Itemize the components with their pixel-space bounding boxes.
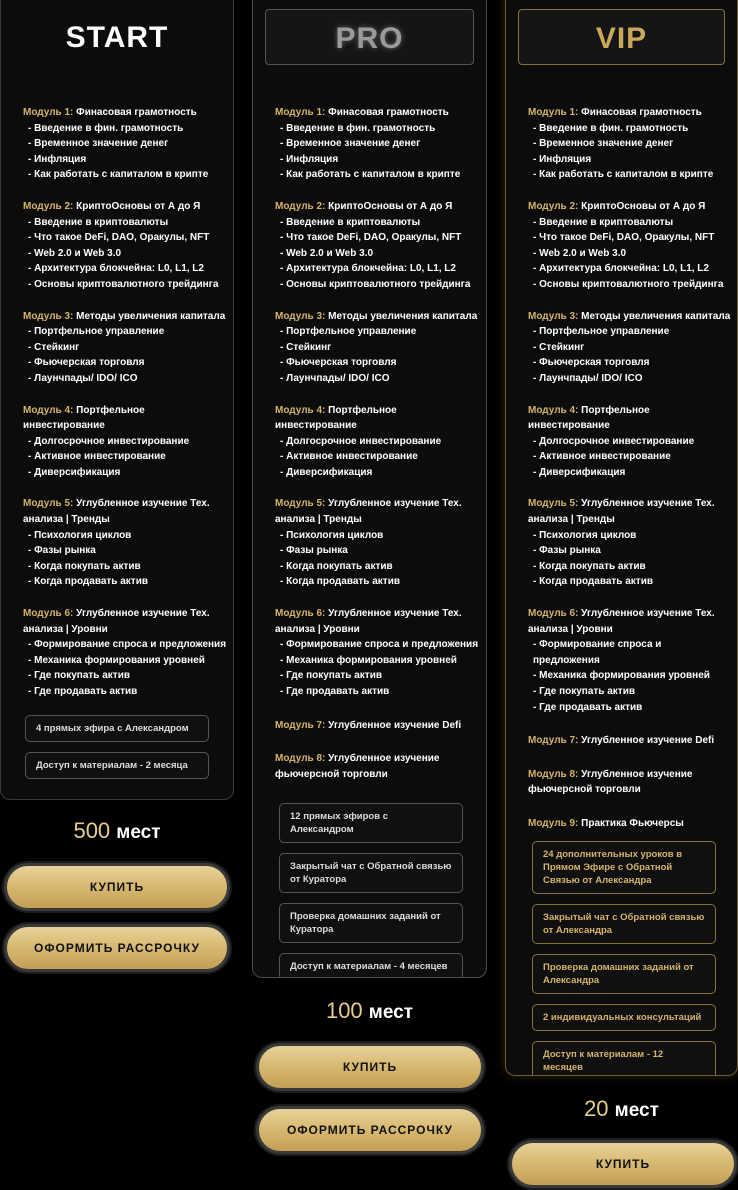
module-topic: - Что такое DeFi, DAO, Оракулы, NFT [28, 232, 210, 244]
feature-list [532, 841, 716, 1076]
module-block [275, 496, 480, 590]
module-topic: - Введение в криптовалюты [280, 216, 421, 228]
module-topic: - Введение в криптовалюты [28, 216, 169, 228]
module-title: КриптоОсновы от А до Я [578, 200, 706, 212]
module-title: Практика Фьючерсы [578, 817, 684, 829]
module-heading [23, 403, 227, 434]
seats-number: 500 [73, 818, 111, 843]
module-topic: - Архитектура блокчейна: L0, L1, L2 [533, 263, 709, 275]
module-heading [528, 733, 731, 749]
module-block [23, 606, 227, 700]
module-topic: - Когда продавать актив [280, 576, 400, 588]
module-title: Методы увеличения капитала [578, 310, 731, 322]
module-topic: - Долгосрочное инвестирование [280, 435, 442, 447]
module-heading [275, 403, 480, 434]
seats-count [252, 998, 487, 1024]
module-heading [275, 105, 480, 121]
module-heading [275, 199, 480, 215]
module-block [528, 199, 731, 293]
buy-button[interactable]: КУПИТЬ [509, 1140, 737, 1188]
module-title: Методы увеличения капитала [73, 310, 226, 322]
plan-card-pro [252, 0, 487, 978]
module-topic: - Диверсификация [533, 466, 626, 478]
module-topic: - Фазы рынка [533, 545, 601, 557]
module-heading [275, 496, 480, 527]
module-topic: - Введение в фин. грамотность [533, 122, 689, 134]
module-topic: - Когда покупать актив [533, 560, 646, 572]
module-heading [23, 496, 227, 527]
feature-box: Закрытый чат с Обратной связью от Куратора [279, 853, 463, 893]
module-title: Методы увеличения капитала [325, 310, 478, 322]
module-topic: - Долгосрочное инвестирование [28, 435, 190, 447]
module-number: Модуль 2: [23, 200, 74, 212]
module-list [528, 105, 731, 832]
module-topic: - Инфляция [28, 153, 87, 165]
seats-count [0, 818, 234, 844]
module-number: Модуль 6: [275, 608, 326, 620]
module-topic: - Психология циклов [280, 529, 384, 541]
module-number: Модуль 8: [528, 768, 579, 780]
plan-card-vip [505, 0, 738, 1076]
module-block [23, 199, 227, 293]
module-heading [23, 309, 227, 325]
module-number: Модуль 3: [275, 310, 326, 322]
module-topic: - Временное значение денег [28, 138, 169, 150]
module-topic: - Когда продавать актив [533, 576, 653, 588]
module-number: Модуль 7: [275, 719, 326, 731]
module-heading [528, 606, 731, 637]
feature-box: Доступ к материалам - 2 месяца [25, 752, 209, 779]
feature-box: Закрытый чат с Обратной связью от Александра [532, 904, 716, 944]
module-heading [23, 105, 227, 121]
module-topic: - Основы криптовалютного трейдинга [28, 278, 219, 290]
module-topic: - Где покупать актив [28, 670, 130, 682]
module-topic: - Механика формирования уровней [28, 654, 205, 666]
feature-box: 4 прямых эфира с Александром [25, 715, 209, 742]
module-topic: - Фьючерская торговля [533, 357, 650, 369]
module-number: Модуль 5: [23, 498, 74, 510]
module-topic: - Основы криптовалютного трейдинга [280, 278, 471, 290]
module-heading [528, 496, 731, 527]
module-block [275, 309, 480, 387]
installment-button[interactable]: ОФОРМИТЬ РАССРОЧКУ [256, 1106, 484, 1154]
feature-box: 24 дополнительных уроков в Прямом Эфире с Обратной Связью от Александра [532, 841, 716, 894]
module-number: Модуль 1: [528, 107, 579, 118]
seats-word: мест [614, 1100, 659, 1121]
feature-box: Доступ к материалам - 12 месяцев [532, 1041, 716, 1076]
module-topic: - Где продавать актив [533, 701, 643, 713]
plan-card-start [0, 0, 234, 800]
module-block [23, 403, 227, 481]
seats-word: мест [368, 1002, 414, 1023]
module-topic: - Стейкинг [28, 341, 80, 353]
module-topic: - Лаунчпады/ IDO/ ICO [533, 372, 643, 384]
module-title: Углубленное изучение Defi [578, 735, 715, 747]
module-topic: - Механика формирования уровней [280, 654, 457, 666]
module-topic: - Активное инвестирование [280, 451, 418, 463]
module-number: Модуль 8: [275, 753, 326, 765]
module-block [528, 309, 731, 387]
module-title: Портфельное инвестирование [23, 404, 145, 432]
module-topic: - Где покупать актив [533, 686, 635, 697]
feature-list [279, 803, 463, 978]
module-block [275, 105, 480, 183]
module-title: Портфельное инвестирование [275, 404, 397, 432]
plan-title: START [65, 21, 169, 54]
module-topic: - Фазы рынка [280, 545, 348, 557]
module-topic: - Когда покупать актив [28, 560, 141, 572]
module-block [275, 718, 480, 734]
module-topic: - Web 2.0 и Web 3.0 [533, 247, 627, 259]
module-topic: - Временное значение денег [533, 138, 674, 150]
module-topic: - Портфельное управление [533, 326, 670, 338]
module-topic: - Как работать с капиталом в крипте [280, 169, 461, 181]
module-block [528, 606, 731, 715]
module-topic: - Введение в фин. грамотность [280, 122, 436, 134]
module-title: Финасовая грамотность [73, 107, 197, 118]
module-topic: - Фьючерская торговля [280, 357, 397, 369]
module-block [528, 496, 731, 590]
buy-button[interactable]: КУПИТЬ [256, 1043, 484, 1091]
module-block [23, 309, 227, 387]
module-topic: - Когда покупать актив [280, 560, 393, 572]
module-topic: - Основы криптовалютного трейдинга [533, 278, 724, 290]
module-heading [528, 199, 731, 215]
module-title: Углубленное изучение Тех. анализа | Уровни [23, 608, 210, 635]
module-topic: - Формирование спроса и предложения [533, 639, 662, 666]
module-block [275, 403, 480, 481]
module-topic: - Web 2.0 и Web 3.0 [28, 247, 122, 259]
seats-number: 20 [584, 1096, 609, 1121]
module-title: КриптоОсновы от А до Я [73, 200, 201, 212]
module-title: Углубленное изучение Тех. анализа | Тренды [23, 498, 210, 526]
module-topic: - Долгосрочное инвестирование [533, 435, 695, 447]
module-topic: - Формирование спроса и предложения [28, 639, 227, 651]
module-title: КриптоОсновы от А до Я [325, 200, 453, 212]
module-topic: - Портфельное управление [28, 326, 165, 338]
module-block [23, 496, 227, 590]
module-title: Углубленное изучение фьючерсной торговли [275, 753, 440, 780]
buy-button[interactable]: КУПИТЬ [4, 863, 230, 911]
module-block [528, 105, 731, 183]
module-number: Модуль 2: [528, 200, 579, 212]
module-heading [23, 606, 227, 637]
module-topic: - Диверсификация [28, 466, 121, 478]
module-topic: - Стейкинг [280, 341, 332, 353]
module-number: Модуль 6: [528, 608, 579, 620]
module-topic: - Формирование спроса и предложения [280, 639, 479, 651]
feature-box: Проверка домашних заданий от Куратора [279, 903, 463, 943]
module-topic: - Где покупать актив [280, 670, 382, 682]
feature-box: Проверка домашних заданий от Александра [532, 954, 716, 994]
module-heading [275, 606, 480, 637]
module-title: Углубленное изучение Тех. анализа | Уровни [275, 608, 462, 635]
module-topic: - Когда продавать актив [28, 576, 148, 588]
module-topic: - Фьючерская торговля [28, 357, 145, 369]
module-topic: - Диверсификация [280, 466, 373, 478]
module-number: Модуль 2: [275, 200, 326, 212]
feature-box: 12 прямых эфиров с Александром [279, 803, 463, 843]
module-title: Финасовая грамотность [578, 107, 702, 118]
plan-title: VIP [595, 22, 648, 55]
module-heading [528, 309, 731, 325]
module-heading [275, 309, 480, 325]
module-title: Углубленное изучение Defi [325, 719, 462, 731]
module-topic: - Лаунчпады/ IDO/ ICO [280, 372, 390, 384]
module-topic: - Временное значение денег [280, 138, 421, 150]
module-title: Углубленное изучение Тех. анализа | Уровни [528, 608, 715, 635]
seats-word: мест [116, 822, 161, 843]
module-topic: - Стейкинг [533, 341, 585, 353]
module-number: Модуль 4: [23, 404, 74, 416]
module-heading [528, 105, 731, 121]
module-heading [23, 199, 227, 215]
module-heading [528, 403, 731, 434]
module-number: Модуль 5: [528, 498, 579, 510]
module-topic: - Архитектура блокчейна: L0, L1, L2 [28, 263, 204, 275]
module-number: Модуль 6: [23, 608, 74, 620]
module-number: Модуль 1: [23, 107, 74, 118]
module-heading [275, 751, 480, 782]
module-topic: - Введение в криптовалюты [533, 216, 674, 228]
module-number: Модуль 7: [528, 735, 579, 747]
module-topic: - Где продавать актив [28, 686, 138, 697]
module-block [275, 751, 480, 782]
feature-box: Доступ к материалам - 4 месяцев [279, 953, 463, 978]
module-topic: - Психология циклов [533, 529, 637, 541]
module-number: Модуль 4: [275, 404, 326, 416]
module-topic: - Инфляция [280, 153, 339, 165]
module-block [528, 733, 731, 749]
module-topic: - Что такое DeFi, DAO, Оракулы, NFT [280, 232, 462, 244]
module-block [528, 816, 731, 832]
module-topic: - Инфляция [533, 153, 592, 165]
module-number: Модуль 5: [275, 498, 326, 510]
module-topic: - Психология циклов [28, 529, 132, 541]
module-heading [275, 718, 480, 734]
module-topic: - Введение в фин. грамотность [28, 122, 184, 134]
module-topic: - Лаунчпады/ IDO/ ICO [28, 372, 138, 384]
module-block [23, 105, 227, 183]
module-topic: - Как работать с капиталом в крипте [533, 169, 714, 181]
module-block [275, 606, 480, 700]
module-block [528, 403, 731, 481]
module-title: Финасовая грамотность [325, 107, 449, 118]
module-topic: - Механика формирования уровней [533, 670, 710, 682]
module-topic: - Где продавать актив [280, 686, 390, 697]
module-heading [528, 767, 731, 798]
module-title: Углубленное изучение Тех. анализа | Тренды [275, 498, 462, 526]
module-topic: - Архитектура блокчейна: L0, L1, L2 [280, 263, 456, 275]
seats-number: 100 [325, 998, 363, 1023]
module-topic: - Портфельное управление [280, 326, 417, 338]
module-number: Модуль 3: [528, 310, 579, 322]
plan-title: PRO [335, 22, 404, 55]
installment-button[interactable]: ОФОРМИТЬ РАССРОЧКУ [4, 924, 230, 972]
module-topic: - Активное инвестирование [533, 451, 671, 463]
module-topic: - Активное инвестирование [28, 451, 166, 463]
module-list [23, 105, 227, 700]
module-topic: - Что такое DeFi, DAO, Оракулы, NFT [533, 232, 715, 244]
module-title: Углубленное изучение фьючерсной торговли [528, 768, 693, 796]
module-title: Портфельное инвестирование [528, 404, 650, 432]
module-number: Модуль 3: [23, 310, 74, 322]
feature-list [25, 715, 209, 789]
module-heading [528, 816, 731, 832]
module-number: Модуль 1: [275, 107, 326, 118]
module-title: Углубленное изучение Тех. анализа | Тренды [528, 498, 715, 526]
module-topic: - Как работать с капиталом в крипте [28, 169, 209, 181]
module-block [275, 199, 480, 293]
module-topic: - Фазы рынка [28, 545, 96, 557]
module-block [528, 767, 731, 798]
feature-box: 2 индивидуальных консультаций [532, 1004, 716, 1031]
seats-count [505, 1096, 738, 1122]
module-list [275, 105, 480, 782]
module-number: Модуль 4: [528, 404, 579, 416]
module-number: Модуль 9: [528, 817, 579, 829]
module-topic: - Web 2.0 и Web 3.0 [280, 247, 374, 259]
